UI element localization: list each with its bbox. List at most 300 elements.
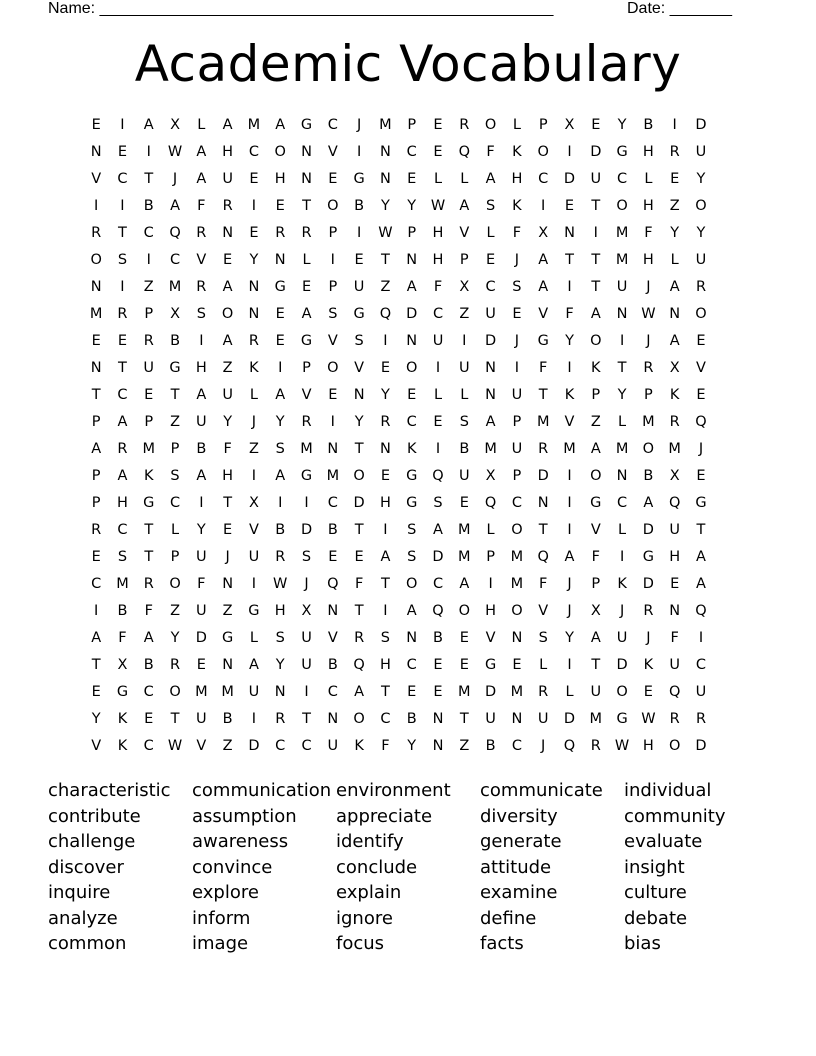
grid-letter: T [591, 252, 601, 268]
grid-letter: V [91, 171, 102, 187]
grid-letter: G [484, 657, 497, 673]
grid-letter: M [510, 684, 524, 700]
grid-letter: T [118, 225, 127, 241]
word-list-item: assumption [192, 805, 297, 827]
grid-letter: Q [484, 495, 497, 511]
grid-letter: I [698, 630, 704, 646]
grid-letter: A [143, 117, 154, 133]
grid-letter: I [94, 603, 99, 619]
grid-letter: Q [668, 495, 681, 511]
grid-letter: N [669, 306, 681, 322]
grid-letter: T [354, 603, 364, 619]
grid-letter: E [433, 144, 443, 160]
word-list-item: communication [192, 780, 332, 801]
grid-letter: A [117, 468, 128, 484]
grid-letter: Z [143, 279, 154, 295]
grid-letter: G [300, 333, 313, 349]
grid-letter: K [249, 360, 259, 376]
grid-letter: F [512, 225, 522, 241]
grid-letter: Z [590, 414, 601, 430]
grid-letter: O [537, 144, 549, 160]
grid-letter: O [616, 684, 628, 700]
grid-letter: R [248, 333, 259, 349]
grid-row [83, 247, 714, 274]
grid-letter: I [330, 414, 335, 430]
grid-letter: J [646, 279, 651, 295]
grid-letter: E [670, 576, 680, 592]
grid-letter: C [617, 495, 628, 511]
grid-letter: F [223, 441, 232, 457]
grid-letter: I [120, 279, 125, 295]
grid-letter: O [327, 198, 339, 214]
grid-letter: L [249, 387, 258, 403]
grid-letter: O [668, 738, 681, 754]
word-list-item: image [192, 933, 249, 954]
grid-letter: P [407, 225, 417, 241]
grid-letter: T [144, 549, 154, 565]
grid-letter: P [302, 360, 311, 376]
grid-letter: H [274, 171, 286, 187]
grid-letter: C [327, 117, 338, 133]
grid-letter: I [567, 360, 572, 376]
grid-letter: N [432, 738, 444, 754]
grid-letter: R [669, 414, 680, 430]
grid-letter: P [591, 387, 601, 403]
grid-letter: M [615, 225, 629, 241]
grid-letter: F [539, 360, 548, 376]
grid-letter: C [117, 387, 128, 403]
grid-letter: D [432, 549, 444, 565]
grid-letter: T [380, 576, 390, 592]
grid-letter: U [196, 549, 207, 565]
grid-letter: M [589, 711, 603, 727]
grid-letter: E [301, 279, 312, 295]
grid-letter: M [247, 117, 261, 133]
grid-letter: V [327, 333, 338, 349]
grid-letter: I [541, 198, 546, 214]
grid-letter: O [590, 333, 602, 349]
grid-letter: E [696, 333, 706, 349]
grid-letter: C [617, 171, 628, 187]
grid-letter: U [695, 252, 707, 268]
grid-letter: L [618, 522, 627, 538]
grid-letter: O [511, 603, 523, 619]
grid-letter: U [196, 414, 207, 430]
grid-letter: M [221, 684, 234, 700]
grid-letter: C [432, 306, 444, 322]
grid-letter: A [196, 387, 207, 403]
grid-letter: T [354, 441, 364, 457]
grid-letter: O [458, 603, 471, 619]
grid-letter: E [591, 117, 601, 133]
grid-letter: V [327, 144, 338, 160]
grid-letter: F [197, 198, 206, 214]
grid-letter: P [91, 468, 101, 484]
grid-letter: Z [170, 414, 180, 430]
grid-letter: R [380, 414, 391, 430]
grid-letter: J [514, 333, 520, 349]
grid-letter: F [381, 738, 390, 754]
grid-letter: M [615, 252, 629, 268]
grid-row [83, 355, 714, 382]
grid-letter: I [435, 441, 441, 457]
grid-letter: Y [617, 117, 627, 133]
word-list-item: attitude [480, 856, 552, 878]
grid-letter: B [327, 657, 338, 673]
grid-letter: I [251, 576, 257, 592]
grid-letter: P [144, 414, 154, 430]
word-list-item: identify [336, 831, 404, 852]
grid-letter: X [117, 657, 128, 673]
grid-letter: Q [458, 144, 471, 160]
grid-letter: A [564, 549, 575, 565]
grid-letter: P [512, 414, 522, 430]
grid-letter: V [196, 252, 207, 268]
grid-letter: P [328, 225, 338, 241]
grid-letter: W [641, 306, 656, 322]
grid-letter: C [511, 495, 522, 511]
grid-row [83, 436, 714, 463]
grid-letter: H [642, 738, 654, 754]
grid-letter: H [642, 252, 654, 268]
grid-letter: T [380, 252, 390, 268]
grid-letter: G [353, 306, 365, 322]
grid-row [83, 409, 714, 436]
grid-letter: U [616, 279, 628, 295]
grid-letter: C [117, 522, 128, 538]
grid-letter: L [460, 171, 469, 187]
word-list-item: analyze [48, 907, 118, 929]
grid-letter: B [222, 711, 233, 727]
grid-letter: H [511, 171, 523, 187]
word-list-item: ignore [336, 907, 393, 929]
word-list-item: facts [480, 933, 524, 954]
grid-letter: M [510, 549, 524, 565]
grid-letter: P [538, 117, 548, 133]
grid-letter: N [274, 684, 286, 700]
grid-letter: A [433, 522, 443, 538]
grid-letter: C [275, 738, 286, 754]
grid-letter: Y [380, 387, 390, 403]
grid-letter: U [695, 144, 707, 160]
grid-letter: C [143, 738, 154, 754]
grid-letter: O [327, 360, 339, 376]
grid-letter: E [275, 306, 285, 322]
grid-letter: E [91, 333, 101, 349]
word-list-item: convince [192, 856, 273, 878]
grid-letter: U [695, 684, 707, 700]
grid-letter: L [670, 252, 679, 268]
grid-letter: E [433, 414, 443, 430]
grid-letter: E [354, 252, 364, 268]
word-list [48, 778, 768, 957]
grid-letter: M [116, 576, 129, 592]
grid-letter: E [433, 117, 443, 133]
grid-letter: C [511, 738, 522, 754]
grid-letter: R [117, 306, 128, 322]
grid-letter: T [170, 711, 180, 727]
grid-letter: I [567, 495, 572, 511]
grid-letter: A [275, 387, 286, 403]
grid-letter: Z [380, 279, 391, 295]
grid-letter: E [486, 252, 496, 268]
grid-letter: Q [379, 306, 392, 322]
grid-letter: G [695, 495, 707, 511]
grid-letter: M [168, 279, 182, 295]
grid-letter: A [669, 333, 680, 349]
grid-letter: F [354, 576, 364, 592]
grid-letter: I [251, 711, 257, 727]
grid-letter: C [406, 414, 417, 430]
grid-letter: S [275, 441, 285, 457]
grid-letter: T [380, 684, 390, 700]
grid-letter: I [462, 333, 467, 349]
grid-letter: Y [354, 414, 364, 430]
grid-letter: N [274, 252, 286, 268]
grid-letter: M [326, 468, 340, 484]
grid-letter: C [301, 738, 312, 754]
grid-letter: E [328, 387, 338, 403]
grid-letter: K [143, 468, 154, 484]
grid-letter: N [353, 387, 365, 403]
grid-letter: L [486, 225, 495, 241]
grid-letter: W [430, 198, 446, 214]
grid-letter: H [642, 144, 654, 160]
grid-letter: Q [668, 684, 681, 700]
grid-letter: N [406, 252, 418, 268]
grid-letter: W [167, 738, 183, 754]
grid-letter: N [511, 711, 523, 727]
grid-letter: F [486, 144, 495, 160]
grid-letter: T [591, 279, 601, 295]
grid-letter: O [642, 441, 655, 457]
grid-letter: K [406, 441, 417, 457]
grid-letter: U [143, 360, 155, 376]
grid-letter: R [170, 657, 181, 673]
grid-letter: V [590, 522, 601, 538]
grid-row [83, 652, 714, 679]
grid-letter: E [117, 333, 128, 349]
word-list-item: explain [336, 882, 402, 903]
grid-letter: C [538, 171, 549, 187]
grid-letter: G [169, 360, 181, 376]
grid-letter: X [459, 279, 470, 295]
grid-letter: Y [565, 333, 574, 349]
grid-letter: R [354, 630, 365, 646]
grid-letter: R [538, 684, 549, 700]
grid-letter: R [117, 441, 128, 457]
grid-letter: Q [563, 738, 576, 754]
grid-letter: N [669, 603, 681, 619]
grid-letter: V [301, 387, 312, 403]
grid-letter: Y [223, 414, 233, 430]
grid-letter: G [143, 495, 155, 511]
grid-row [83, 382, 714, 409]
grid-letter: A [354, 684, 365, 700]
grid-letter: R [695, 711, 707, 727]
grid-letter: N [90, 144, 102, 160]
grid-letter: H [669, 549, 681, 565]
grid-letter: E [696, 468, 706, 484]
grid-letter: A [117, 414, 128, 430]
grid-letter: T [91, 387, 101, 403]
grid-row [83, 328, 714, 355]
grid-letter: X [564, 117, 575, 133]
grid-letter: Y [407, 198, 417, 214]
grid-letter: R [643, 360, 654, 376]
grid-letter: S [459, 414, 469, 430]
grid-letter: C [485, 279, 496, 295]
grid-letter: A [459, 576, 470, 592]
grid-letter: I [567, 468, 572, 484]
grid-letter: M [536, 414, 550, 430]
grid-letter: A [222, 117, 233, 133]
grid-letter: U [458, 360, 470, 376]
grid-letter: Y [407, 738, 417, 754]
grid-letter: X [248, 495, 259, 511]
grid-letter: T [302, 711, 311, 727]
grid-letter: D [563, 171, 576, 187]
grid-letter: M [458, 684, 471, 700]
grid-letter: P [144, 306, 154, 322]
word-list-item: culture [624, 882, 687, 903]
grid-letter: Y [249, 252, 259, 268]
word-list-item: environment [336, 780, 451, 801]
grid-letter: H [379, 495, 391, 511]
grid-letter: P [328, 279, 338, 295]
grid-letter: J [567, 576, 572, 592]
grid-letter: E [249, 225, 259, 241]
grid-letter: W [614, 738, 630, 754]
grid-letter: F [539, 576, 548, 592]
grid-letter: O [695, 306, 707, 322]
grid-letter: K [643, 657, 654, 673]
grid-letter: D [485, 684, 497, 700]
grid-letter: K [354, 738, 364, 754]
grid-letter: T [302, 198, 311, 214]
grid-letter: O [90, 252, 102, 268]
grid-letter: E [223, 252, 233, 268]
grid-letter: E [670, 171, 680, 187]
date-field-label: Date: _______ [627, 0, 732, 17]
grid-letter: C [380, 711, 391, 727]
grid-letter: M [484, 441, 497, 457]
grid-letter: U [432, 333, 444, 349]
grid-letter: S [485, 198, 496, 214]
grid-letter: C [248, 144, 259, 160]
grid-letter: G [222, 630, 234, 646]
grid-letter: J [698, 441, 704, 457]
grid-letter: L [486, 522, 495, 538]
grid-letter: C [327, 684, 338, 700]
grid-letter: U [458, 468, 470, 484]
grid-letter: H [485, 603, 497, 619]
grid-letter: U [222, 171, 233, 187]
grid-letter: Q [537, 549, 549, 565]
grid-letter: R [91, 225, 102, 241]
grid-letter: B [327, 522, 338, 538]
grid-letter: K [512, 198, 522, 214]
grid-letter: T [538, 387, 548, 403]
grid-letter: N [564, 225, 575, 241]
grid-letter: U [616, 630, 628, 646]
grid-letter: Z [222, 738, 233, 754]
grid-letter: U [485, 711, 496, 727]
grid-letter: N [222, 225, 234, 241]
grid-letter: Q [432, 603, 444, 619]
grid-letter: I [199, 495, 204, 511]
grid-letter: E [117, 144, 128, 160]
grid-letter: A [590, 630, 601, 646]
grid-letter: I [120, 198, 125, 214]
grid-letter: P [91, 414, 101, 430]
grid-letter: G [616, 711, 628, 727]
grid-letter: A [222, 279, 233, 295]
grid-letter: A [643, 495, 654, 511]
grid-letter: L [197, 117, 206, 133]
grid-letter: L [433, 387, 443, 403]
grid-letter: P [170, 549, 180, 565]
grid-letter: H [432, 252, 444, 268]
word-list-item: awareness [192, 831, 289, 852]
grid-letter: U [669, 522, 680, 538]
grid-letter: I [383, 603, 388, 619]
grid-letter: H [116, 495, 128, 511]
grid-letter: Y [380, 198, 390, 214]
grid-letter: Z [222, 360, 233, 376]
grid-row [83, 679, 714, 706]
grid-letter: X [170, 306, 180, 322]
grid-letter: C [169, 495, 181, 511]
grid-letter: O [695, 198, 707, 214]
grid-letter: D [300, 522, 313, 538]
grid-letter: F [118, 630, 127, 646]
grid-letter: I [383, 333, 388, 349]
grid-letter: Q [353, 657, 365, 673]
grid-letter: M [563, 441, 576, 457]
grid-letter: X [170, 117, 180, 133]
grid-row [83, 598, 714, 625]
grid-letter: N [616, 468, 628, 484]
grid-letter: V [354, 360, 365, 376]
grid-row [83, 274, 714, 301]
word-list-item: contribute [48, 805, 141, 827]
grid-letter: J [541, 738, 546, 754]
word-list-item: communicate [480, 780, 603, 801]
grid-letter: F [433, 279, 443, 295]
word-list-item: focus [336, 933, 385, 954]
grid-letter: N [616, 306, 628, 322]
grid-letter: Y [617, 387, 627, 403]
grid-letter: G [616, 144, 628, 160]
word-list-item: inform [192, 907, 251, 929]
grid-letter: T [354, 522, 364, 538]
grid-letter: V [459, 225, 470, 241]
grid-letter: R [275, 711, 286, 727]
grid-letter: H [432, 225, 444, 241]
word-list-item: evaluate [624, 831, 703, 852]
grid-letter: V [538, 603, 549, 619]
grid-letter: T [565, 252, 574, 268]
grid-letter: E [380, 468, 390, 484]
grid-letter: M [142, 441, 155, 457]
grid-letter: G [406, 468, 418, 484]
grid-letter: O [406, 576, 418, 592]
grid-letter: U [590, 684, 602, 700]
grid-letter: B [117, 603, 128, 619]
grid-letter: C [406, 144, 417, 160]
grid-letter: J [304, 576, 309, 592]
